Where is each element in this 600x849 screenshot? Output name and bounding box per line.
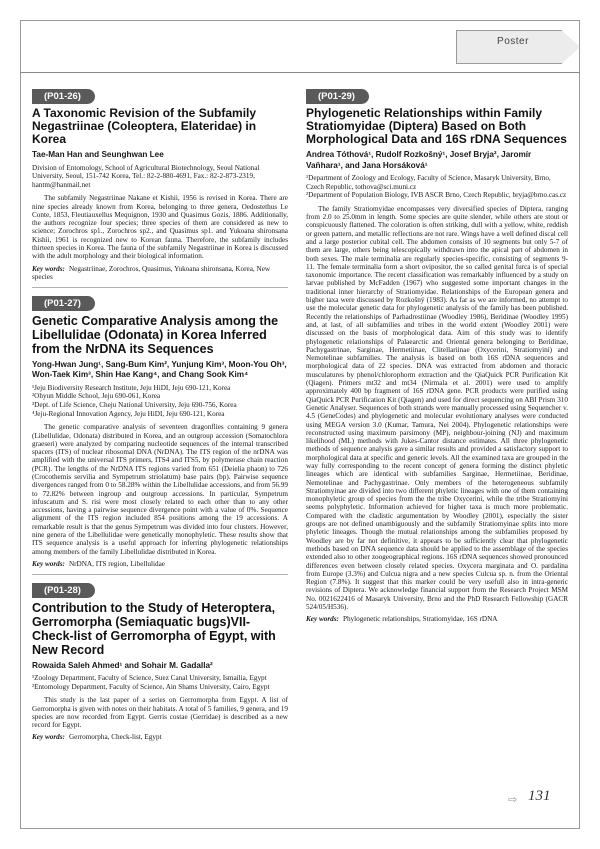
abstract-affiliations [32, 384, 288, 418]
abstract-affiliations [32, 674, 288, 691]
abstract-title: A Taxonomic Revision of the Subfamily Negastriinae (Coleoptera, Elateridae) in Korea [32, 106, 257, 146]
abstract-authors: Yong-Hwan Jung¹, Sang-Bum Kim², Yunjung Kim³, Moon-You Oh³, Won-Taek Kim³, Shin Hae Kang⁴, and Chang Sook Kim⁴ [32, 359, 287, 380]
affiliation: ²Entomology Department, Faculty of Science, Ain Shams University, Cairo, Egypt [32, 682, 270, 691]
keywords-text: Negastriinae, Zorochros, Quasimus, Yukoana shironsana, Korea, New species [32, 264, 271, 282]
abstract-body: The genetic comparative analysis of seventeen dragonflies containing 9 genera (Libellulidae, Odonata) distributed in Korea, and an outgroup accession (Somatochlora graeseri) were analyzed by comparing nucleotide sequences of the internal transcribed spacers (ITS) of nuclear ribosomal DNA (NrDNA). The ITS region of the nrDNA was amplified with the universal ITS primers, ITS4 and ITS5, by polymerase chain reaction (PCR). The lengths of the NrDNA ITS regions varied from 651 (Deielia phaon) to 726 (Crocothemis servilia and Sympetrum striolatum) base pairs (bp). Pairwise sequence divergences ranged from 0 to 58.28% within the Libellulidae accessions, and from 56.99 to 72.82% between ingroup and outgroup accessions. In particular, Sympetrum infuscatum and S. risi were most closely related to each other than to any other accessions, having a pairwise sequence divergence point with a value of 0%. Sequence alignment of the ITS region included 854 positions among the 19 accessions. A remarkable result is that the genus Sympetrum was divided into four clusters. However, nine genera of the Libellulidae were genetically monophyletic. These results show that ITS sequence analysis is a useful approach for inferring phylogenetic relationships among members of the family Libellulidae distributed in Korea. [32, 423, 288, 556]
left-column [32, 86, 288, 747]
abstract-keywords [32, 733, 288, 742]
abstract-authors: Andrea Tóthová¹, Rudolf Rozkošný¹, Josef Bryja², Jaromír Vaňhara¹, and Jana Horsáková¹ [306, 150, 532, 170]
header-divider [20, 72, 580, 73]
abstract-code: (P01-27) [32, 296, 95, 311]
keywords-text: Phylogenetic relationships, Stratiomyidae, 16S rDNA [342, 615, 498, 624]
abstract-code: (P01-26) [32, 89, 95, 104]
affiliation: Division of Entomology, School of Agricultural Biotechnology, Seoul National University, Seoul, 151-742 Korea, Tel.: 82-2-880-4691, Fax.: 82-2-873-2319, hantm@hanmail.net [32, 163, 260, 189]
abstract-code: (P01-29) [306, 89, 369, 104]
abstract-title: Contribution to the Study of Heteroptera, Gerromorpha (Semiaquatic bugs)VII- Check-list of Gerromorpha of Egypt, with New Record [32, 600, 276, 657]
affiliation: ²Ohyun Middle School, Jeju 690-061, Korea [32, 392, 161, 401]
right-column [306, 86, 568, 629]
keywords-label: Key words: [32, 559, 65, 568]
affiliation: ¹Department of Zoology and Ecology, Faculty of Science, Masaryk University, Brno, Czech Republic, tothova@sci.muni.cz [306, 174, 551, 191]
abstract-keywords [32, 265, 288, 282]
abstract-authors: Rowaida Saleh Ahmed¹ and Sohair M. Gadalla² [32, 660, 213, 670]
section-divider [32, 574, 288, 575]
keywords-text: NrDNA, ITS region, Libellulidae [68, 559, 165, 568]
affiliation: ¹Jeju Biodiversity Research Institute, Jeju HiDI, Jeju 690-121, Korea [32, 383, 231, 392]
abstract-authors: Tae-Man Han and Seunghwan Lee [32, 150, 164, 159]
abstract-code: (P01-28) [32, 583, 95, 598]
affiliation: ³Dept. of Life Science, Cheju National University, Jeju 690-756, Korea [32, 401, 237, 410]
abstract-title: Phylogenetic Relationships within Family Stratiomyidae (Diptera) Based on Both Morphological Data and 16S rDNA Sequences [306, 106, 567, 146]
abstract-body: The family Stratiomyidae encompasses very diversified species of Diptera, ranging from 2.0 to 25.0mm in length. Some species are quite slender, while others are stout or conspicuously flattened. The coloration is often striking, dull with a yellow, white, reddish or green pattern, and metallic reflections are not rare. Wings have a well defined discal cell and a large posterior cubital cell. The abdomen consists of 10 segments but only 5-7 of them are large, others being telescopically withdrawn into the apical part of abdomen in both sexes. The male terminalia are regularly species-specific, consisting of segments 9-11. The female terminalia form a short ovipositor, the so called genital furca is of special taxonomic importance. The recent classification was remarkably influenced by a study on larvae published by McFadden (1967) who suggested some important changes in the traditional inner hierarchy of Stratiomyidae. Relationships of the European genera and higher taxa were discussed by Rozkošný (1983). As far as we are informed, no attempt to use the molecular genetic data for phylogenetic analysis of the family has been published. Recently the relationships of Parhadrestiinae (Woodley 1986), Beridinae (Woodley 1995) and, at last, of all subfamilies and tribes in the world extent (Woodley 2001) were discussed on the basis of morphological data. Aim of this study was to identify phylogenetic relationships of Palaearctic and Oriental genera belonging to Beridinae, Pachygastrinae, Sarginae, Hermetiinae, Clitellariinae (Oxycerini, Stratiomyini) and Nemotelinae subfamilies. The analysis is based on both 16S rDNA sequences and morphological data of 22 species. DNA was extracted from abdomen and thoracic musculatures by phenol/chlorophorm extraction and the QiaQuick PCR Purification Kit (Qiagen). Primers mt32 and mt34 (Nirmala et al. 2001) were used to amplify approximately 400 bp fragment of 16S rDNA gene. PCR products were purified using QiaQuick PCR Purification Kit (Qiagen) and used for direct sequencing on ABI Prism 310 Genetic Analyser. Sequences of both strands were manually processed using Sequencher v. 4.5 (GeneCodes) and phylogenetic and molecular evolutionary analyses were conducted using MEGA version 3.0 (Kumar, Tamura, Nei 2004). Phylogenetic relationships were reconstructed using maximum parsimony (MP), neighbour-joining (NJ) and maximum likelihood (ML) methods with Jukes-Cantor distance estimates. All three phylogenetic methods of sequence analysis gave a similar results and provided a satisfactory support to morphological data at specific and generic levels. All the examined taxa are grouped in the way fully corresponding to the recent concept of genera forming the distinct phyletic lineages which are identical with subfamilies Sarginae, Hermetiinae, Beridinae, Nemotelinae and Pachygastrinae. Only members of the heterogeneous subfamily Stratiomyinae are divided into two different phyletic lineages with one of them containing monophyletic group of species from the the tribe Oxycerini, while the tribe Stratiomyini seems polyphyletic. Information achieved for higher taxa is much more problematic. Compared with the cladistic argumentation by Woodley (2001), especially the sister groups are not defined unambiguously and the subfamily Stratiomyinae splits into more phyletic lineages. Though the mutual relationships among the subfamilies proposed by Woodley are by far not definitive, it appears to be sufficiently clear that phylogenetic methods based on DNA sequence data should be applied to the assemblage of the species extended also to other zoogeographical regions. 16S rDNA sequences showed pronounced differences even between closely related species. Oxycera marginata and O. pardalina from Europe (3.3%) and Culcua nigra and a new species Culcua sp. n. from the Oriental Region (7.8%). It suggest that this marker could be very usefull also in intra-generic revisions of Diptera. We acknowledge financial support from the Research Project MSM No. 0021622416 of Masaryk University, Brno and the PhD Research Fellowship (GACR 524/05/H536). [306, 204, 568, 612]
abstract-body: The subfamily Negastriinae Nakane et Kishii, 1956 is revised in Korea. There are nine species already known from Korea, belonging to three genera, Oedostethus Le Conte, 1853, Fleutiauxellus Mequignon, 1930 and Quasimus Gozis, 1886. Additionally, the authors recognize four species; three species of them are considered as new to science; Zorochros sp1., Zorochros sp2., and Quasimus sp1. and Yukoana shironsana Kishii, 1961 is recognized new to Korean fauna. Therefore, the subfamily includes thirteen species in Korea. The fauna of the subfamily Negastriinae in Korea is discussed with the adult morphology and their biological information. [32, 194, 288, 261]
abstract-keywords [32, 560, 288, 569]
keywords-text: Gerromorpha, Check-list, Egypt [68, 733, 162, 742]
affiliation: ¹Zoology Department, Faculty of Science, Suez Canal University, Ismailia, Egypt [32, 674, 267, 683]
abstract-body: This study is the last paper of a series on Gerromorpha from Egypt. A list of Gerromorpha is given with notes on their habitats. A total of 5 families, 9 genera, and 19 species are now recorded from Egypt. Gerris costae (Gerridae) is described as a new record for Egypt. [32, 696, 288, 730]
abstract-p01-28 [32, 580, 288, 742]
arrow-right-icon: ⇨ [508, 793, 518, 806]
abstract-affiliations [32, 164, 288, 190]
affiliation: ²Department of Population Biology, IVB ASCR Brno, Czech Republic, bryja@brno.cas.cz [306, 191, 567, 200]
section-divider [32, 287, 288, 288]
keywords-label: Key words: [306, 615, 339, 624]
abstract-p01-26 [32, 86, 288, 282]
abstract-p01-29 [306, 86, 568, 624]
keywords-label: Key words: [32, 264, 65, 273]
affiliation: ⁴Jeju-Regional Innovation Agency, Jeju HiDI, Jeju 690-121, Korea [32, 409, 225, 418]
abstract-keywords [306, 615, 568, 624]
abstract-title: Genetic Comparative Analysis among the Libellulidae (Odonata) in Korea Inferred from the NrDNA its Sequences [32, 313, 279, 356]
poster-label: Poster [497, 36, 529, 47]
keywords-label: Key words: [32, 733, 65, 742]
abstract-p01-27 [32, 293, 288, 569]
abstract-affiliations [306, 174, 568, 200]
page-number: 131 [528, 788, 551, 804]
